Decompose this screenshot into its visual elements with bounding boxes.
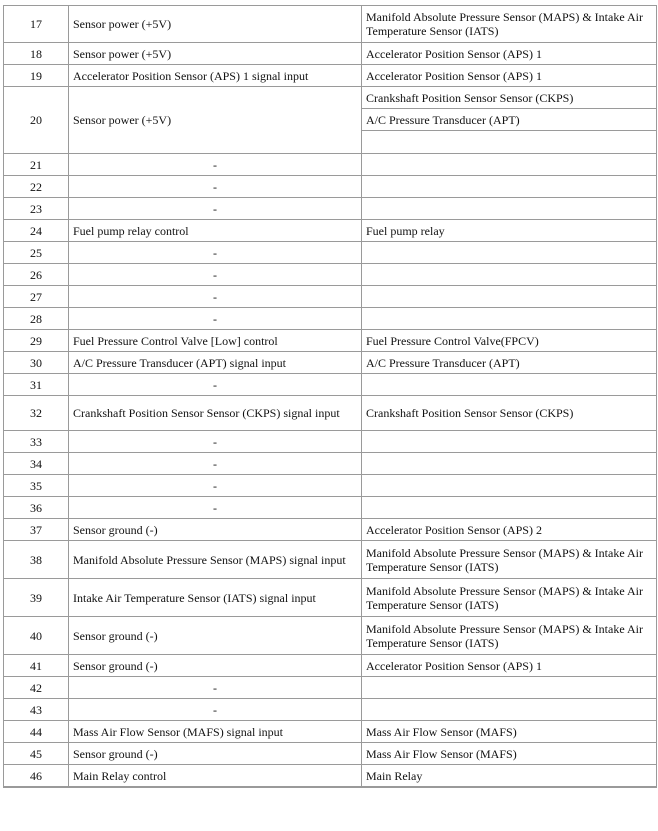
table-row	[4, 242, 656, 264]
connected-component-cell	[362, 286, 656, 308]
pin-number-cell: 23	[4, 198, 69, 220]
pin-description-cell: Crankshaft Position Sensor Sensor (CKPS) signal input	[69, 396, 362, 431]
pin-number-cell: 44	[4, 721, 69, 743]
pin-number-cell: 35	[4, 475, 69, 497]
connected-component-cell	[362, 198, 656, 220]
connected-component-cell	[362, 242, 656, 264]
pin-number-cell: 31	[4, 374, 69, 396]
table-row	[4, 699, 656, 721]
pin-number-cell: 28	[4, 308, 69, 330]
pin-function-table	[3, 5, 657, 788]
pin-number-cell: 17	[4, 6, 69, 43]
pin-number-cell: 43	[4, 699, 69, 721]
pin-description-cell: Sensor ground (-)	[69, 519, 362, 541]
pin-description-cell: -	[69, 374, 362, 396]
pin-number-cell: 33	[4, 431, 69, 453]
pin-description-cell: Sensor ground (-)	[69, 617, 362, 655]
connected-component-subcell: Crankshaft Position Sensor Sensor (CKPS)	[362, 87, 656, 109]
table-row	[4, 721, 656, 743]
table-row	[4, 330, 656, 352]
pin-number-cell: 45	[4, 743, 69, 765]
pin-description-cell: -	[69, 286, 362, 308]
connected-component-cell: Manifold Absolute Pressure Sensor (MAPS) & Intake Air Temperature Sensor (IATS)	[362, 541, 656, 579]
pin-description-cell: -	[69, 154, 362, 176]
pin-number-cell: 46	[4, 765, 69, 787]
pin-description-cell: Sensor power (+5V)	[69, 43, 362, 65]
connected-component-cell	[362, 154, 656, 176]
pin-description-cell: Sensor power (+5V)	[69, 6, 362, 43]
table-row	[4, 220, 656, 242]
pin-description-cell: -	[69, 176, 362, 198]
table-row	[4, 87, 656, 154]
table-row	[4, 176, 656, 198]
table-row	[4, 65, 656, 87]
pin-number-cell: 26	[4, 264, 69, 286]
pin-description-cell: Sensor ground (-)	[69, 743, 362, 765]
pin-description-cell: A/C Pressure Transducer (APT) signal input	[69, 352, 362, 374]
pin-description-cell: Sensor power (+5V)	[69, 87, 362, 154]
connected-component-cell: Accelerator Position Sensor (APS) 1	[362, 655, 656, 677]
pin-description-cell: Fuel pump relay control	[69, 220, 362, 242]
connected-component-subcell	[362, 131, 656, 153]
pin-number-cell: 40	[4, 617, 69, 655]
pin-description-cell: -	[69, 475, 362, 497]
connected-component-cell: Accelerator Position Sensor (APS) 2	[362, 519, 656, 541]
connected-component-cell: Accelerator Position Sensor (APS) 1	[362, 65, 656, 87]
pin-description-cell: Manifold Absolute Pressure Sensor (MAPS) signal input	[69, 541, 362, 579]
connected-component-cell: Manifold Absolute Pressure Sensor (MAPS) & Intake Air Temperature Sensor (IATS)	[362, 579, 656, 617]
pin-number-cell: 29	[4, 330, 69, 352]
pin-number-cell: 21	[4, 154, 69, 176]
table-row	[4, 519, 656, 541]
connected-component-cell: Crankshaft Position Sensor Sensor (CKPS)	[362, 396, 656, 431]
table-row	[4, 617, 656, 655]
table-row	[4, 286, 656, 308]
pin-number-cell: 41	[4, 655, 69, 677]
pin-number-cell: 19	[4, 65, 69, 87]
connected-component-cell	[362, 176, 656, 198]
pin-number-cell: 22	[4, 176, 69, 198]
pin-description-cell: Sensor ground (-)	[69, 655, 362, 677]
table-row	[4, 743, 656, 765]
connected-component-cell: Mass Air Flow Sensor (MAFS)	[362, 721, 656, 743]
table-body	[4, 6, 656, 787]
table-row	[4, 198, 656, 220]
table-row	[4, 6, 656, 43]
table-row	[4, 453, 656, 475]
table-row	[4, 264, 656, 286]
pin-description-cell: -	[69, 242, 362, 264]
pin-number-cell: 42	[4, 677, 69, 699]
connected-component-cell: Manifold Absolute Pressure Sensor (MAPS) & Intake Air Temperature Sensor (IATS)	[362, 617, 656, 655]
connected-component-cell	[362, 497, 656, 519]
table-row	[4, 541, 656, 579]
pin-number-cell: 36	[4, 497, 69, 519]
table-row	[4, 396, 656, 431]
pin-description-cell: -	[69, 198, 362, 220]
pin-number-cell: 38	[4, 541, 69, 579]
table-row	[4, 43, 656, 65]
connected-component-cell: Fuel Pressure Control Valve(FPCV)	[362, 330, 656, 352]
table-row	[4, 579, 656, 617]
pin-number-cell: 27	[4, 286, 69, 308]
pin-description-cell: -	[69, 497, 362, 519]
table-row	[4, 431, 656, 453]
pin-number-cell: 20	[4, 87, 69, 154]
table-row	[4, 475, 656, 497]
pin-number-cell: 24	[4, 220, 69, 242]
connected-component-cell: Manifold Absolute Pressure Sensor (MAPS) & Intake Air Temperature Sensor (IATS)	[362, 6, 656, 43]
connected-component-cell: Mass Air Flow Sensor (MAFS)	[362, 743, 656, 765]
table-row	[4, 374, 656, 396]
pin-description-cell: Fuel Pressure Control Valve [Low] control	[69, 330, 362, 352]
table-row	[4, 308, 656, 330]
pin-number-cell: 25	[4, 242, 69, 264]
pin-description-cell: -	[69, 431, 362, 453]
pin-description-cell: Accelerator Position Sensor (APS) 1 signal input	[69, 65, 362, 87]
pin-number-cell: 30	[4, 352, 69, 374]
table-row	[4, 765, 656, 787]
pin-description-cell: -	[69, 264, 362, 286]
pin-description-cell: Main Relay control	[69, 765, 362, 787]
pin-description-cell: -	[69, 308, 362, 330]
connected-component-cell	[362, 475, 656, 497]
pin-description-cell: -	[69, 453, 362, 475]
connected-component-cell	[362, 264, 656, 286]
pin-number-cell: 32	[4, 396, 69, 431]
connected-component-cell	[362, 677, 656, 699]
pin-description-cell: Mass Air Flow Sensor (MAFS) signal input	[69, 721, 362, 743]
connected-component-cell	[362, 374, 656, 396]
connected-component-cell	[362, 699, 656, 721]
pin-number-cell: 18	[4, 43, 69, 65]
table-row	[4, 352, 656, 374]
connected-component-cell: A/C Pressure Transducer (APT)	[362, 352, 656, 374]
connected-component-cell	[362, 453, 656, 475]
connected-component-cell	[362, 87, 656, 154]
connected-component-cell: Accelerator Position Sensor (APS) 1	[362, 43, 656, 65]
table-row	[4, 677, 656, 699]
pin-description-cell: -	[69, 677, 362, 699]
connected-component-subcell: A/C Pressure Transducer (APT)	[362, 109, 656, 131]
pin-description-cell: Intake Air Temperature Sensor (IATS) signal input	[69, 579, 362, 617]
connected-component-cell: Fuel pump relay	[362, 220, 656, 242]
connected-component-cell	[362, 431, 656, 453]
pin-number-cell: 37	[4, 519, 69, 541]
connected-component-cell	[362, 308, 656, 330]
table-row	[4, 497, 656, 519]
pin-number-cell: 39	[4, 579, 69, 617]
connected-component-cell: Main Relay	[362, 765, 656, 787]
pin-description-cell: -	[69, 699, 362, 721]
pin-number-cell: 34	[4, 453, 69, 475]
table-row	[4, 655, 656, 677]
table-row	[4, 154, 656, 176]
